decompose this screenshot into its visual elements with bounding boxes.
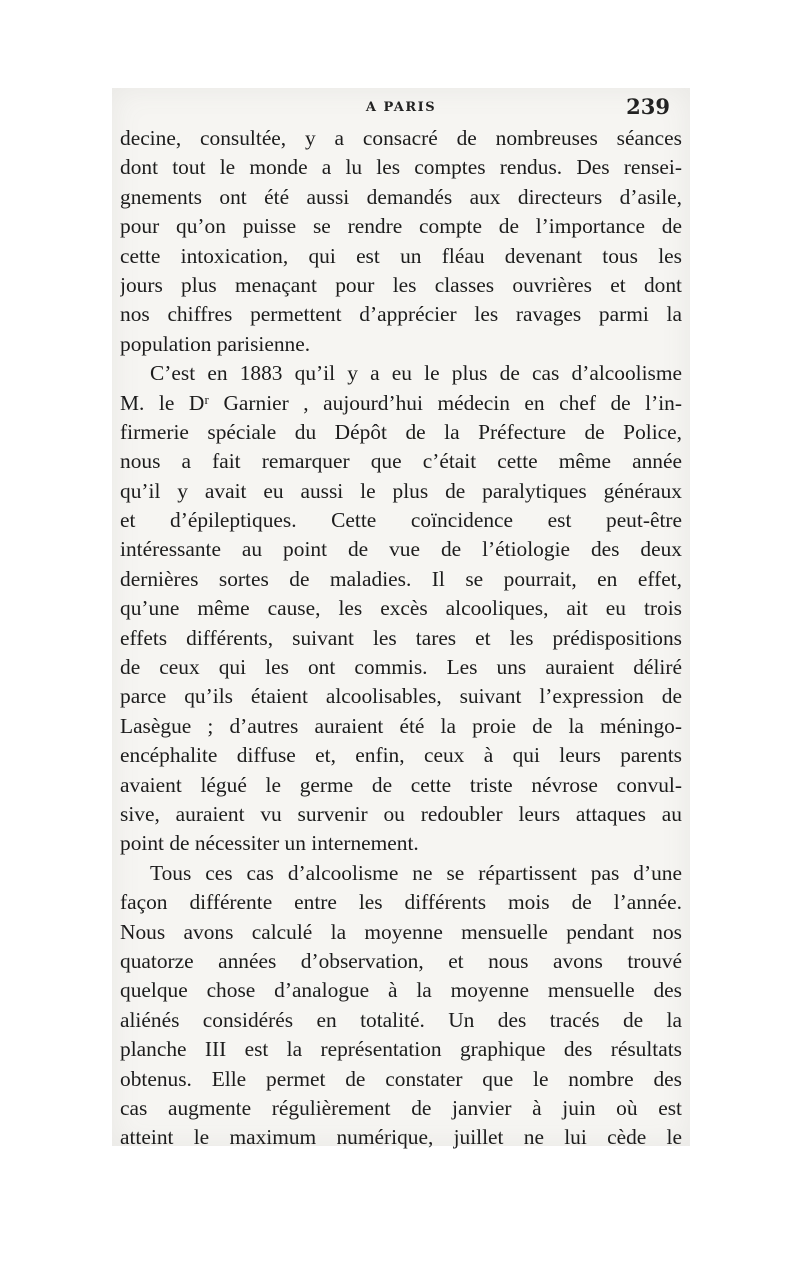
text-line: quelque chose d’analogue à la moyenne mensuelle des <box>120 978 682 1003</box>
text-line: parce qu’ils étaient alcoolisables, suivant l’expression de <box>120 684 682 709</box>
text-line: atteint le maximum numérique, juillet ne lui cède le <box>120 1125 682 1150</box>
text-line: qu’une même cause, les excès alcooliques, ait eu trois <box>120 596 682 621</box>
text-line: firmerie spéciale du Dépôt de la Préfecture de Police, <box>120 419 682 444</box>
text-line: Nous avons calculé la moyenne mensuelle pendant nos <box>120 919 682 944</box>
text-line: de ceux qui les ont commis. Les uns auraient déliré <box>120 655 682 680</box>
text-line: intéressante au point de vue de l’étiologie des deux <box>120 537 682 562</box>
page-number: 239 <box>626 94 670 119</box>
text-line: decine, consultée, y a consacré de nombreuses séances <box>120 126 682 150</box>
text-line: et d’épileptiques. Cette coïncidence est peut-être <box>120 508 682 533</box>
text-line: Lasègue ; d’autres auraient été la proie de la méningo- <box>120 713 682 738</box>
text-line: nos chiffres permettent d’apprécier les ravages parmi la <box>120 302 682 327</box>
page-header <box>120 94 682 118</box>
text-line: planche III est la représentation graphique des résultats <box>120 1037 682 1062</box>
text-line: dont tout le monde a lu les comptes rendus. Des rensei- <box>120 155 682 180</box>
text-line: Tous ces cas d’alcoolisme ne se répartissent pas d’une <box>150 860 682 885</box>
text-line: population parisienne. <box>120 331 311 356</box>
text-line: quatorze années d’observation, et nous avons trouvé <box>120 948 682 973</box>
text-line: obtenus. Elle permet de constater que le nombre des <box>120 1066 682 1091</box>
text-line: façon différente entre les différents mois de l’année. <box>120 890 682 915</box>
text-line: qu’il y avait eu aussi le plus de paralytiques généraux <box>120 478 682 503</box>
text-line: dernières sortes de maladies. Il se pourrait, en effet, <box>120 566 682 591</box>
text-line: C’est en 1883 qu’il y a eu le plus de cas d’alcoolisme <box>150 361 682 386</box>
text-line: avaient légué le germe de cette triste névrose convul- <box>120 772 682 797</box>
text-line: M. le Dʳ Garnier , aujourd’hui médecin en chef de l’in- <box>120 390 682 415</box>
text-line: point de nécessiter un internement. <box>120 831 419 856</box>
running-title: A PARIS <box>365 100 437 115</box>
text-line: encéphalite diffuse et, enfin, ceux à qui leurs parents <box>120 743 682 768</box>
text-line: aliénés considérés en totalité. Un des tracés de la <box>120 1007 682 1032</box>
body-text <box>120 124 682 1153</box>
text-line: sive, auraient vu survenir ou redoubler leurs attaques au <box>120 801 682 826</box>
text-line: gnements ont été aussi demandés aux directeurs d’asile, <box>120 184 682 209</box>
text-line: nous a fait remarquer que c’était cette même année <box>120 449 682 474</box>
text-line: cas augmente régulièrement de janvier à juin où est <box>120 1095 682 1120</box>
text-line: effets différents, suivant les tares et les prédispositions <box>120 625 682 650</box>
text-line: pour qu’on puisse se rendre compte de l’importance de <box>120 214 682 239</box>
text-line: jours plus menaçant pour les classes ouvrières et dont <box>120 272 682 297</box>
text-line: cette intoxication, qui est un fléau devenant tous les <box>120 243 682 268</box>
